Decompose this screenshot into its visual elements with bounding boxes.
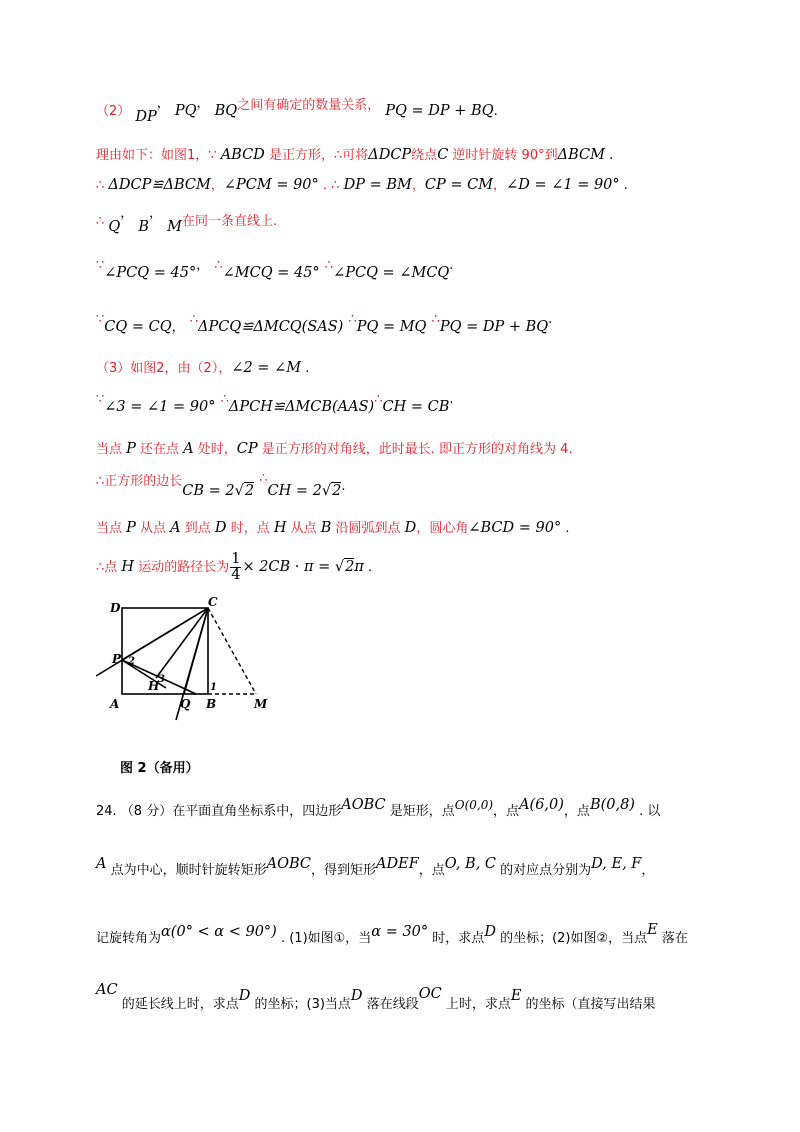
angles-line: ∵∠PCQ = 45°， ∴∠MCQ = 45° ∴∠PCQ = ∠MCQ. bbox=[96, 258, 454, 281]
segment-ch bbox=[156, 608, 208, 678]
relation-pq: PQ = DP + BQ bbox=[385, 103, 494, 119]
diagonal-line: 当点 P 还在点 A 处时，CP 是正方形的对角线，此时最长. 即正方形的对角线为 4. bbox=[96, 441, 573, 457]
label-p: P bbox=[112, 652, 122, 666]
collinear-line: ∴ Q， B， M在同一条直线上. bbox=[96, 206, 278, 235]
part2-statement: （2） DP， PQ， $BQ^{之间有确定的数量关系,}$ PQ = DP + BQ. bbox=[96, 96, 498, 125]
label-3: 3 bbox=[158, 674, 165, 685]
label-2: 2 bbox=[128, 656, 135, 667]
label-m: M bbox=[254, 697, 268, 711]
side-length-line: $^{\therefore 正方形的边长}$CB = 2√2 ∴CH = 2√2. bbox=[96, 471, 346, 499]
congruence-line-1: ∴ ΔDCP≌ΔBCM，∠PCM = 90° . ∴ DP = BM，CP = CM，∠D = ∠1 = 90° . bbox=[96, 177, 628, 193]
label-q: Q bbox=[180, 697, 191, 711]
q24-line-1: 24. （8 分）在平面直角坐标系中，四边形AOBC 是矩形，点O(0,0)，点A(6,0)，点B(0,8) . 以 bbox=[96, 797, 661, 819]
q24-line-3: 记旋转角为α(0° < α < 90°) . (1)如图①，当α = 30° 时，求点D 的坐标；(2)如图②，当点E 落在 bbox=[96, 922, 688, 946]
label-b: B bbox=[206, 697, 217, 711]
label-h: H bbox=[148, 679, 160, 693]
fraction-one-quarter: $\frac{1}{4}$ bbox=[231, 551, 241, 584]
abcd: ABCD bbox=[220, 147, 265, 163]
part2-number: （2） bbox=[96, 104, 131, 119]
q24-line-4: AC 的延长线上时，求点D 的坐标；(3)当点D 落在线段OC 上时，求点E 的坐标（直接写出结果 bbox=[96, 982, 656, 1012]
arc-line: 当点 P 从点 A 到点 D 时，点 H 从点 B 沿圆弧到点 D，圆心角∠BCD = 90° . bbox=[96, 520, 570, 536]
label-c: C bbox=[208, 595, 218, 609]
figure-caption: 图 2（备用） bbox=[120, 761, 199, 776]
var-pq: PQ bbox=[174, 103, 197, 119]
var-bq: BQ bbox=[214, 103, 238, 119]
congruence-line-2: ∵CQ = CQ， ∴ΔPCQ≌ΔMCQ(SAS) ∴PQ = MQ ∴PQ = DP + BQ. bbox=[96, 312, 553, 335]
var-dp: DP bbox=[135, 109, 157, 125]
label-d: D bbox=[110, 601, 121, 615]
part3-line: （3）如图2，由（2），∠2 = ∠M . bbox=[96, 360, 310, 376]
label-1: 1 bbox=[210, 682, 217, 693]
path-length-line: ∴点 H 运动的路径长为 $\frac{1}{4}$ × 2CB · π = √2π . bbox=[96, 551, 373, 584]
figure-2-diagram bbox=[96, 590, 306, 740]
q24-line-2: A 点为中心，顺时针旋转矩形AOBC，得到矩形ADEF，点O, B, C 的对应点分别为D, E, F， bbox=[96, 856, 655, 878]
congruence-line-3: ∵∠3 = ∠1 = 90° ∴ΔPCH≌ΔMCB(AAS)∴CH = CB. bbox=[96, 392, 454, 415]
reason-line: 理由如下：如图1，∵ ABCD 是正方形，∴可将ΔDCP绕点C 逆时针旋转 90°到ΔBCM . bbox=[96, 147, 614, 163]
label-a: A bbox=[110, 697, 120, 711]
